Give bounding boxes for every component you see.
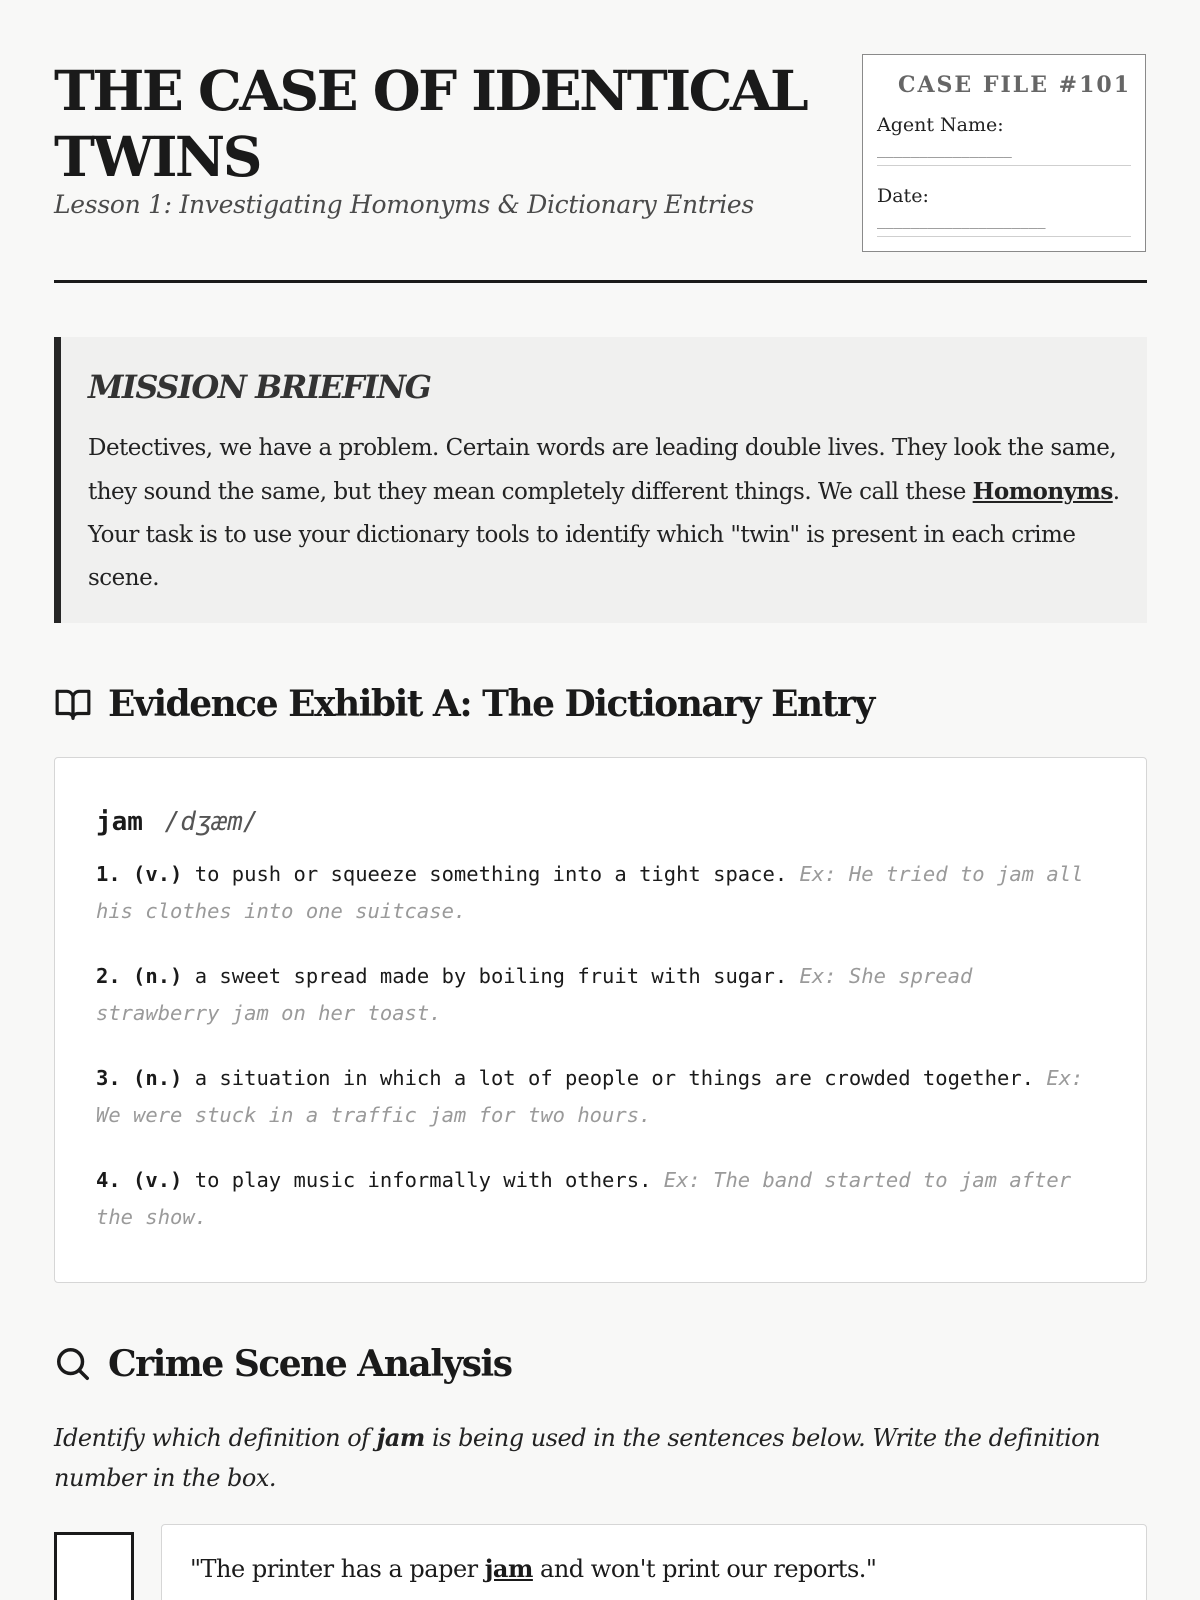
header-divider [54, 280, 1147, 283]
definition-number: 1. [96, 862, 121, 886]
definition-example: Ex: The band started to jam after the show. [96, 1168, 1072, 1229]
entry-word: jam [96, 807, 143, 837]
search-icon [54, 1345, 92, 1383]
briefing-text-start: Detectives, we have a problem. Certain words are leading double lives. They look the same, they sound the same, but they mean completely different things. We call these [88, 435, 1117, 505]
sentence-card [161, 1524, 1147, 1600]
sentence-keyword: jam [484, 1554, 533, 1583]
date-field[interactable]: ____________________ [877, 208, 1131, 237]
definition-text: to push or squeeze something into a tight space. [194, 862, 788, 886]
definition-number: 4. [96, 1168, 121, 1192]
agent-name-field[interactable]: ________________ [877, 137, 1131, 166]
answer-box[interactable] [54, 1532, 134, 1600]
sentence-end: and won't print our reports." [532, 1555, 877, 1583]
definition-number: 3. [96, 1066, 121, 1090]
definition-part-of-speech: (v.) [133, 862, 183, 886]
evidence-heading [54, 682, 874, 726]
definition-example: Ex: She spread strawberry jam on her toast. [96, 964, 973, 1025]
sentence-start: "The printer has a paper [190, 1555, 485, 1583]
crime-scene-heading [54, 1342, 512, 1386]
crime-scene-heading-text: Crime Scene Analysis [108, 1343, 512, 1385]
case-file-title: CASE FILE #101 [897, 72, 1131, 98]
definition-item [96, 1060, 1106, 1134]
definition-text: a sweet spread made by boiling fruit with sugar. [194, 964, 788, 988]
definition-part-of-speech: (v.) [133, 1168, 183, 1192]
definition-example: Ex: We were stuck in a traffic jam for two hours. [96, 1066, 1084, 1127]
dictionary-entry [54, 757, 1147, 1283]
definition-item [96, 856, 1106, 930]
mission-briefing [54, 337, 1147, 623]
definition-part-of-speech: (n.) [133, 964, 183, 988]
instructions [54, 1418, 1147, 1498]
briefing-keyword: Homonyms [972, 478, 1113, 505]
entry-pronunciation: /dʒæm/ [164, 807, 259, 837]
evidence-heading-text: Evidence Exhibit A: The Dictionary Entry [108, 683, 874, 725]
date-label: Date: [877, 185, 929, 207]
page-title: THE CASE OF IDENTICAL TWINS [54, 58, 807, 189]
entry-headword [96, 806, 1106, 838]
agent-name-label: Agent Name: [877, 114, 1004, 136]
definition-example: Ex: He tried to jam all his clothes into one suitcase. [96, 862, 1084, 923]
book-icon [54, 685, 92, 723]
definition-part-of-speech: (n.) [133, 1066, 183, 1090]
definition-item [96, 1162, 1106, 1236]
case-file-box [862, 54, 1146, 252]
briefing-title: MISSION BRIEFING [88, 368, 431, 406]
definition-text: a situation in which a lot of people or things are crowded together. [194, 1066, 1035, 1090]
definition-item [96, 958, 1106, 1032]
briefing-text-end: . Your task is to use your dictionary tools to identify which "twin" is present in each crime scene. [88, 479, 1120, 591]
instructions-end: is being used in the sentences below. Write the definition number in the box. [54, 1424, 1101, 1492]
definition-list [96, 856, 1106, 1236]
page-subtitle: Lesson 1: Investigating Homonyms & Dictionary Entries [54, 190, 754, 219]
briefing-text [88, 427, 1121, 600]
instructions-start: Identify which definition of [54, 1424, 377, 1452]
instructions-word: jam [376, 1423, 425, 1452]
definition-text: to play music informally with others. [194, 1168, 652, 1192]
definition-number: 2. [96, 964, 121, 988]
